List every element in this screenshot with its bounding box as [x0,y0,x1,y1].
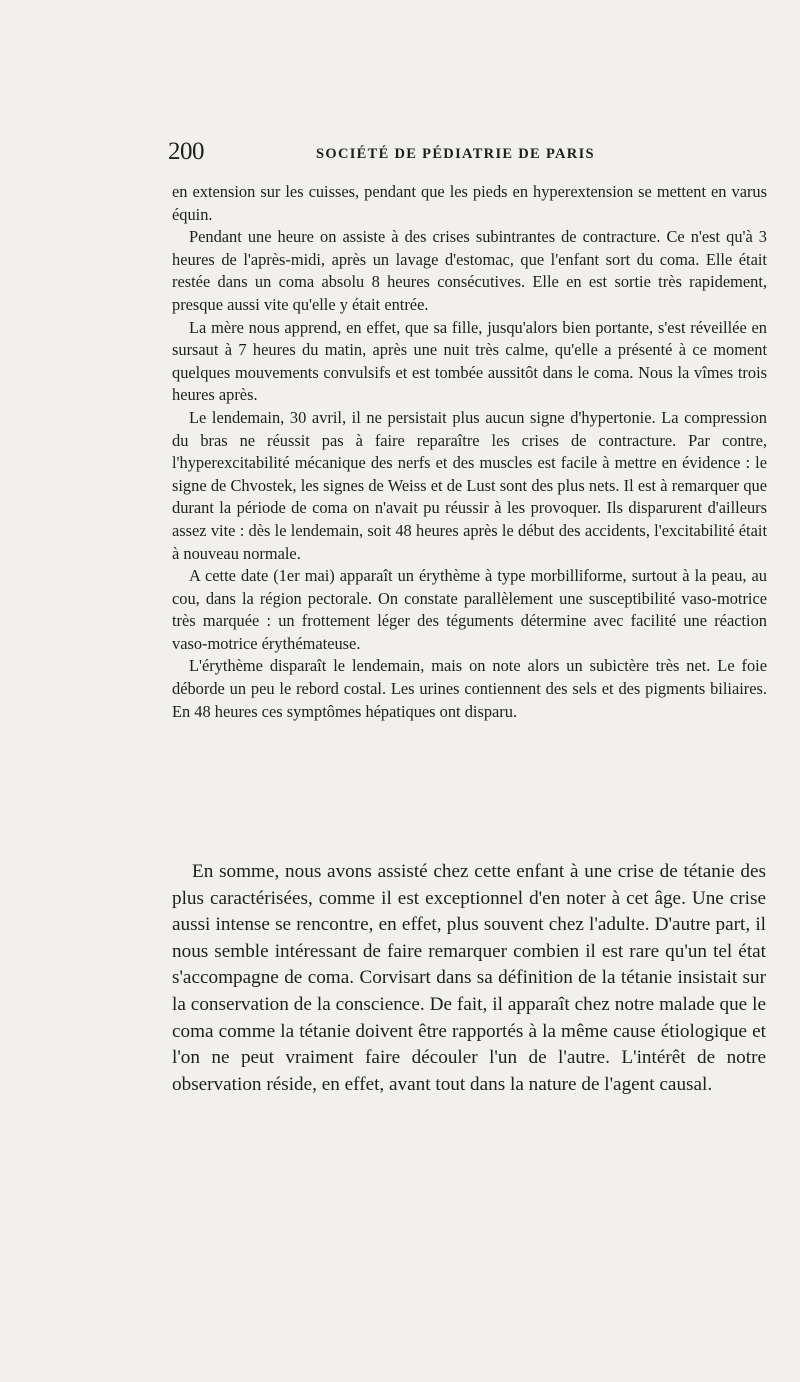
running-head: SOCIÉTÉ DE PÉDIATRIE DE PARIS [316,146,595,162]
page-number: 200 [168,138,204,165]
case-report [172,181,767,723]
conclusion-paragraph: En somme, nous avons assisté chez cette enfant à une crise de tétanie des plus caractérisées, comme il est exceptionnel d'en noter à cet âge. Une crise aussi intense se rencontre, en effet, plus souvent chez l'adulte. D'autre part, il nous semble intéressant de faire remarquer combien il est rare qu'un tel état s'accompagne de coma. Corvisart dans sa définition de la tétanie insistait sur la conservation de la conscience. De fait, il apparaît chez notre malade que le coma comme la tétanie doivent être rapportés à la même cause étiologique et l'on ne peut vraiment faire découler l'un de l'autre. L'intérêt de notre observation réside, en effet, avant tout dans la nature de l'agent causal. [172,861,766,1095]
case-paragraph: en extension sur les cuisses, pendant que les pieds en hyperextension se mettent en varus équin. [172,182,767,224]
case-paragraph: L'érythème disparaît le lendemain, mais on note alors un subictère très net. Le foie déborde un peu le rebord costal. Les urines contiennent des sels et des pigments biliaires. En 48 heures ces symptômes hépatiques ont disparu. [172,656,767,721]
case-paragraph: La mère nous apprend, en effet, que sa fille, jusqu'alors bien portante, s'est réveillée en sursaut à 7 heures du matin, après une nuit très calme, qu'elle a présenté à ce moment quelques mouvements convulsifs et est tombée aussitôt dans le coma. Nous la vîmes trois heures après. [172,317,767,405]
case-paragraph: Le lendemain, 30 avril, il ne persistait plus aucun signe d'hypertonie. La compression du bras ne réussit pas à faire reparaître les crises de contracture. Par contre, l'hyperexcitabilité mécanique des nerfs et des muscles est facile à mettre en évidence : le signe de Chvostek, les signes de Weiss et de Lust sont des plus nets. Il est à remarquer que durant la période de coma on n'avait pu réussir à les provoquer. Ils disparurent d'ailleurs assez vite : dès le lendemain, soit 48 heures après le début des accidents, l'excitabilité était à nouveau normale. [172,407,767,563]
conclusion [172,859,766,1098]
page-header [168,138,768,172]
case-paragraph: Pendant une heure on assiste à des crises subintrantes de contracture. Ce n'est qu'à 3 heures de l'après-midi, après un lavage d'estomac, que l'enfant sort du coma. Elle était restée dans un coma absolu 8 heures consécutives. Elle en est sortie très rapidement, presque aussi vite qu'elle y était entrée. [172,227,767,314]
case-paragraph: A cette date (1er mai) apparaît un érythème à type morbilliforme, surtout à la peau, au cou, dans la région pectorale. On constate parallèlement une susceptibilité vaso-motrice très marquée : un frottement léger des téguments détermine avec facilité une réaction vaso-motrice érythémateuse. [172,566,767,653]
